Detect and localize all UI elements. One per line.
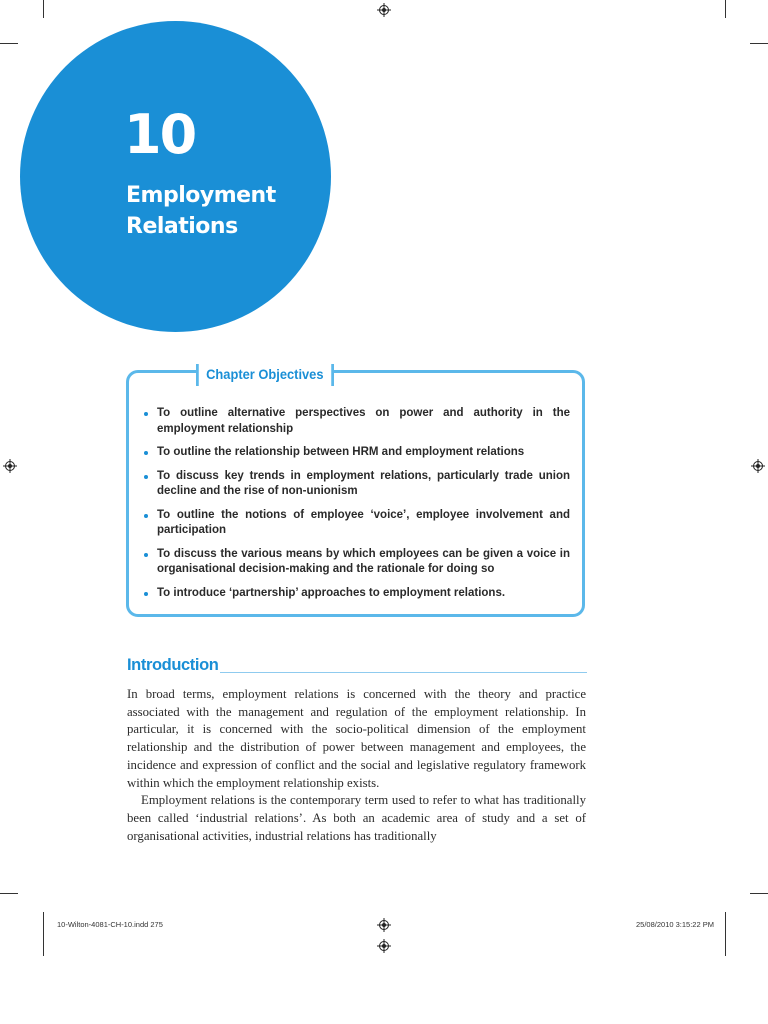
crop-mark xyxy=(750,43,768,44)
objective-text: To outline alternative perspectives on power and authority in the employment relationship xyxy=(157,407,570,435)
paragraph: Employment relations is the contemporary term used to refer to what has traditionally been called ‘industrial relations’. As both an academic area of study and a set of organisational activities, industrial relations has traditionally xyxy=(127,793,586,843)
registration-mark-icon xyxy=(377,918,391,932)
objective-text: To discuss the various means by which employees can be given a voice in organisational decision-making and the rationale for doing so xyxy=(157,547,570,575)
objective-text: To outline the notions of employee ‘voice’, employee involvement and participation xyxy=(157,508,570,536)
chapter-title-line2: Relations xyxy=(126,214,238,239)
objectives-list xyxy=(140,406,570,609)
list-item xyxy=(140,406,570,437)
bullet-icon xyxy=(144,553,148,557)
list-item xyxy=(140,547,570,578)
crop-mark xyxy=(750,893,768,894)
chapter-title xyxy=(126,180,276,242)
chapter-badge xyxy=(20,21,331,332)
objective-text: To outline the relationship between HRM and employment relations xyxy=(157,446,525,458)
list-item xyxy=(140,508,570,539)
crop-mark xyxy=(0,893,18,894)
crop-mark xyxy=(43,912,44,956)
bullet-icon xyxy=(144,451,148,455)
slug-timestamp: 25/08/2010 3:15:22 PM xyxy=(636,920,714,929)
chapter-number: 10 xyxy=(124,103,196,166)
registration-mark-icon xyxy=(751,459,765,473)
crop-mark xyxy=(725,0,726,18)
bullet-icon xyxy=(144,412,148,416)
body-text xyxy=(127,686,586,845)
objective-text: To discuss key trends in employment relations, particularly trade union decline and the rise of non-unionism xyxy=(157,469,570,497)
list-item xyxy=(140,445,570,461)
section-heading: Introduction xyxy=(127,656,219,674)
registration-mark-icon xyxy=(377,3,391,17)
bullet-icon xyxy=(144,592,148,596)
paragraph: In broad terms, employment relations is concerned with the theory and practice associated with the management and regulation of the employment relationship. In particular, it is concerned with the socio-political dimension of the employment relationship and the distribution of power between management and employees, the incidence and expression of conflict and the social and legislative regulatory framework within which the employment relationship exists. xyxy=(127,687,586,790)
bullet-icon xyxy=(144,514,148,518)
objective-text: To introduce ‘partnership’ approaches to employment relations. xyxy=(157,586,506,599)
chapter-objectives-heading: Chapter Objectives xyxy=(196,364,334,386)
crop-mark xyxy=(0,43,18,44)
list-item xyxy=(140,469,570,500)
registration-mark-icon xyxy=(3,459,17,473)
heading-rule xyxy=(220,672,587,673)
registration-mark-icon xyxy=(377,939,391,953)
slug-file-info: 10-Wilton-4081-CH-10.indd 275 xyxy=(57,920,163,929)
crop-mark xyxy=(725,912,726,956)
crop-mark xyxy=(43,0,44,18)
chapter-title-line1: Employment xyxy=(126,183,276,208)
bullet-icon xyxy=(144,475,148,479)
list-item xyxy=(140,586,570,602)
